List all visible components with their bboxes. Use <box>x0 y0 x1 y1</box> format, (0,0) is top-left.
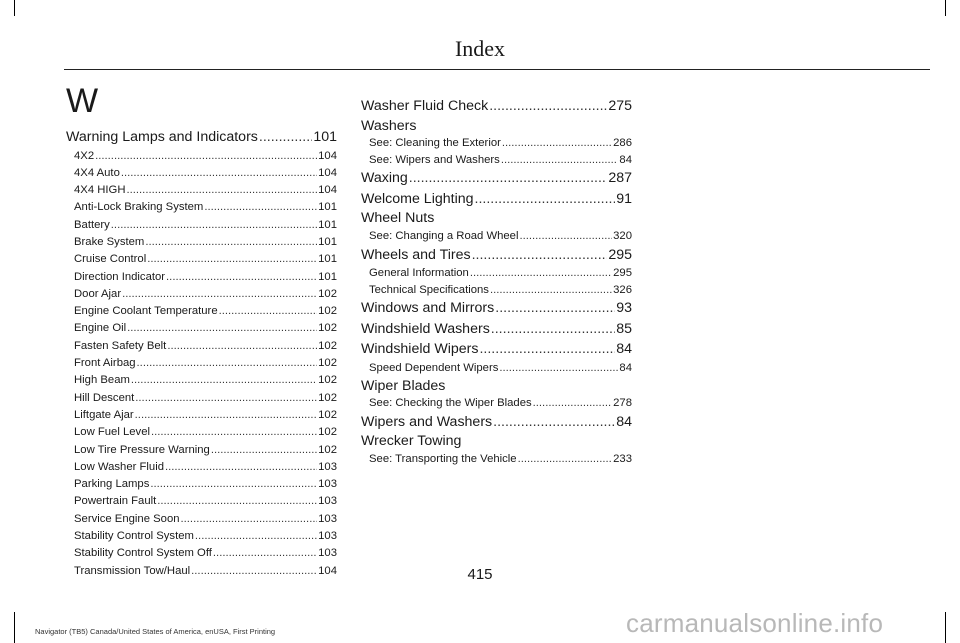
index-heading: Wheel Nuts <box>361 210 435 227</box>
index-subentry[interactable]: Brake System ..... 101 <box>66 234 337 251</box>
crop-mark <box>945 612 946 643</box>
index-subentry[interactable]: Direction Indicator ..... 101 <box>66 269 337 286</box>
index-entry[interactable]: Waxing ..... 287 <box>361 168 632 189</box>
index-entry[interactable]: Warning Lamps and Indicators ..... 101 <box>66 127 337 148</box>
index-subentry[interactable]: Front Airbag ..... 102 <box>66 355 337 372</box>
index-subentry[interactable]: Battery ..... 101 <box>66 217 337 234</box>
index-subentry[interactable]: Service Engine Soon ..... 103 <box>66 511 337 528</box>
index-entry[interactable]: Windshield Washers ..... 85 <box>361 319 632 340</box>
watermark: carmanualsonline.info <box>626 608 884 638</box>
index-subentry[interactable]: Stability Control System Off ..... 103 <box>66 545 337 562</box>
index-heading: Wrecker Towing <box>361 433 462 450</box>
index-subentry[interactable]: Low Tire Pressure Warning ..... 102 <box>66 442 337 459</box>
index-subentry[interactable]: Stability Control System ..... 103 <box>66 528 337 545</box>
index-heading: Wiper Blades <box>361 377 446 394</box>
index-subentry[interactable]: Speed Dependent Wipers ..... 84 <box>361 360 632 377</box>
index-subentry[interactable]: Cruise Control ..... 101 <box>66 251 337 268</box>
page-header-title: Index <box>454 36 506 61</box>
index-subentry[interactable]: Powertrain Fault ..... 103 <box>66 493 337 510</box>
index-subentry[interactable]: Fasten Safety Belt ..... 102 <box>66 338 337 355</box>
index-subentry[interactable]: Engine Coolant Temperature ..... 102 <box>66 303 337 320</box>
index-column-left <box>66 127 337 580</box>
index-subentry[interactable]: 4X4 HIGH ..... 104 <box>66 182 337 199</box>
index-entry[interactable]: Wipers and Washers ..... 84 <box>361 412 632 433</box>
index-subentry[interactable]: Hill Descent ..... 102 <box>66 390 337 407</box>
index-subentry[interactable]: See: Transporting the Vehicle ..... 233 <box>361 451 632 468</box>
crop-mark <box>14 612 15 643</box>
index-subentry[interactable]: See: Cleaning the Exterior ..... 286 <box>361 135 632 152</box>
index-entry[interactable]: Windows and Mirrors ..... 93 <box>361 298 632 319</box>
index-subentry[interactable]: Low Fuel Level ..... 102 <box>66 424 337 441</box>
footer-printing-note: Navigator (TB5) Canada/United States of America, enUSA, First Printing <box>35 627 276 636</box>
index-subentry[interactable]: High Beam ..... 102 <box>66 372 337 389</box>
index-subentry[interactable]: Anti-Lock Braking System ..... 101 <box>66 199 337 216</box>
index-subentry[interactable]: Liftgate Ajar ..... 102 <box>66 407 337 424</box>
crop-mark <box>945 0 946 16</box>
index-subentry[interactable]: See: Changing a Road Wheel ..... 320 <box>361 228 632 245</box>
section-letter: W <box>66 82 99 120</box>
index-subentry[interactable]: Technical Specifications ..... 326 <box>361 282 632 299</box>
crop-mark <box>14 0 15 16</box>
index-entry[interactable]: Windshield Wipers ..... 84 <box>361 339 632 360</box>
index-subentry[interactable]: General Information ..... 295 <box>361 265 632 282</box>
index-subentry[interactable]: Transmission Tow/Haul ..... 104 <box>66 563 337 580</box>
index-entry[interactable]: Welcome Lighting ..... 91 <box>361 189 632 210</box>
index-entry[interactable]: Washer Fluid Check ..... 275 <box>361 96 632 117</box>
index-subentry[interactable]: Parking Lamps ..... 103 <box>66 476 337 493</box>
index-subentry[interactable]: Door Ajar ..... 102 <box>66 286 337 303</box>
index-column-right <box>361 96 632 468</box>
index-entry[interactable]: Wheels and Tires ..... 295 <box>361 245 632 266</box>
index-subentry[interactable]: 4X4 Auto ..... 104 <box>66 165 337 182</box>
page-number: 415 <box>467 566 493 583</box>
index-subentry[interactable]: Low Washer Fluid ..... 103 <box>66 459 337 476</box>
header-rule <box>64 69 930 70</box>
index-subentry[interactable]: Engine Oil ..... 102 <box>66 320 337 337</box>
index-subentry[interactable]: See: Wipers and Washers ..... 84 <box>361 152 632 169</box>
index-heading: Washers <box>361 117 417 134</box>
index-subentry[interactable]: 4X2 ..... 104 <box>66 148 337 165</box>
index-subentry[interactable]: See: Checking the Wiper Blades ..... 278 <box>361 395 632 412</box>
